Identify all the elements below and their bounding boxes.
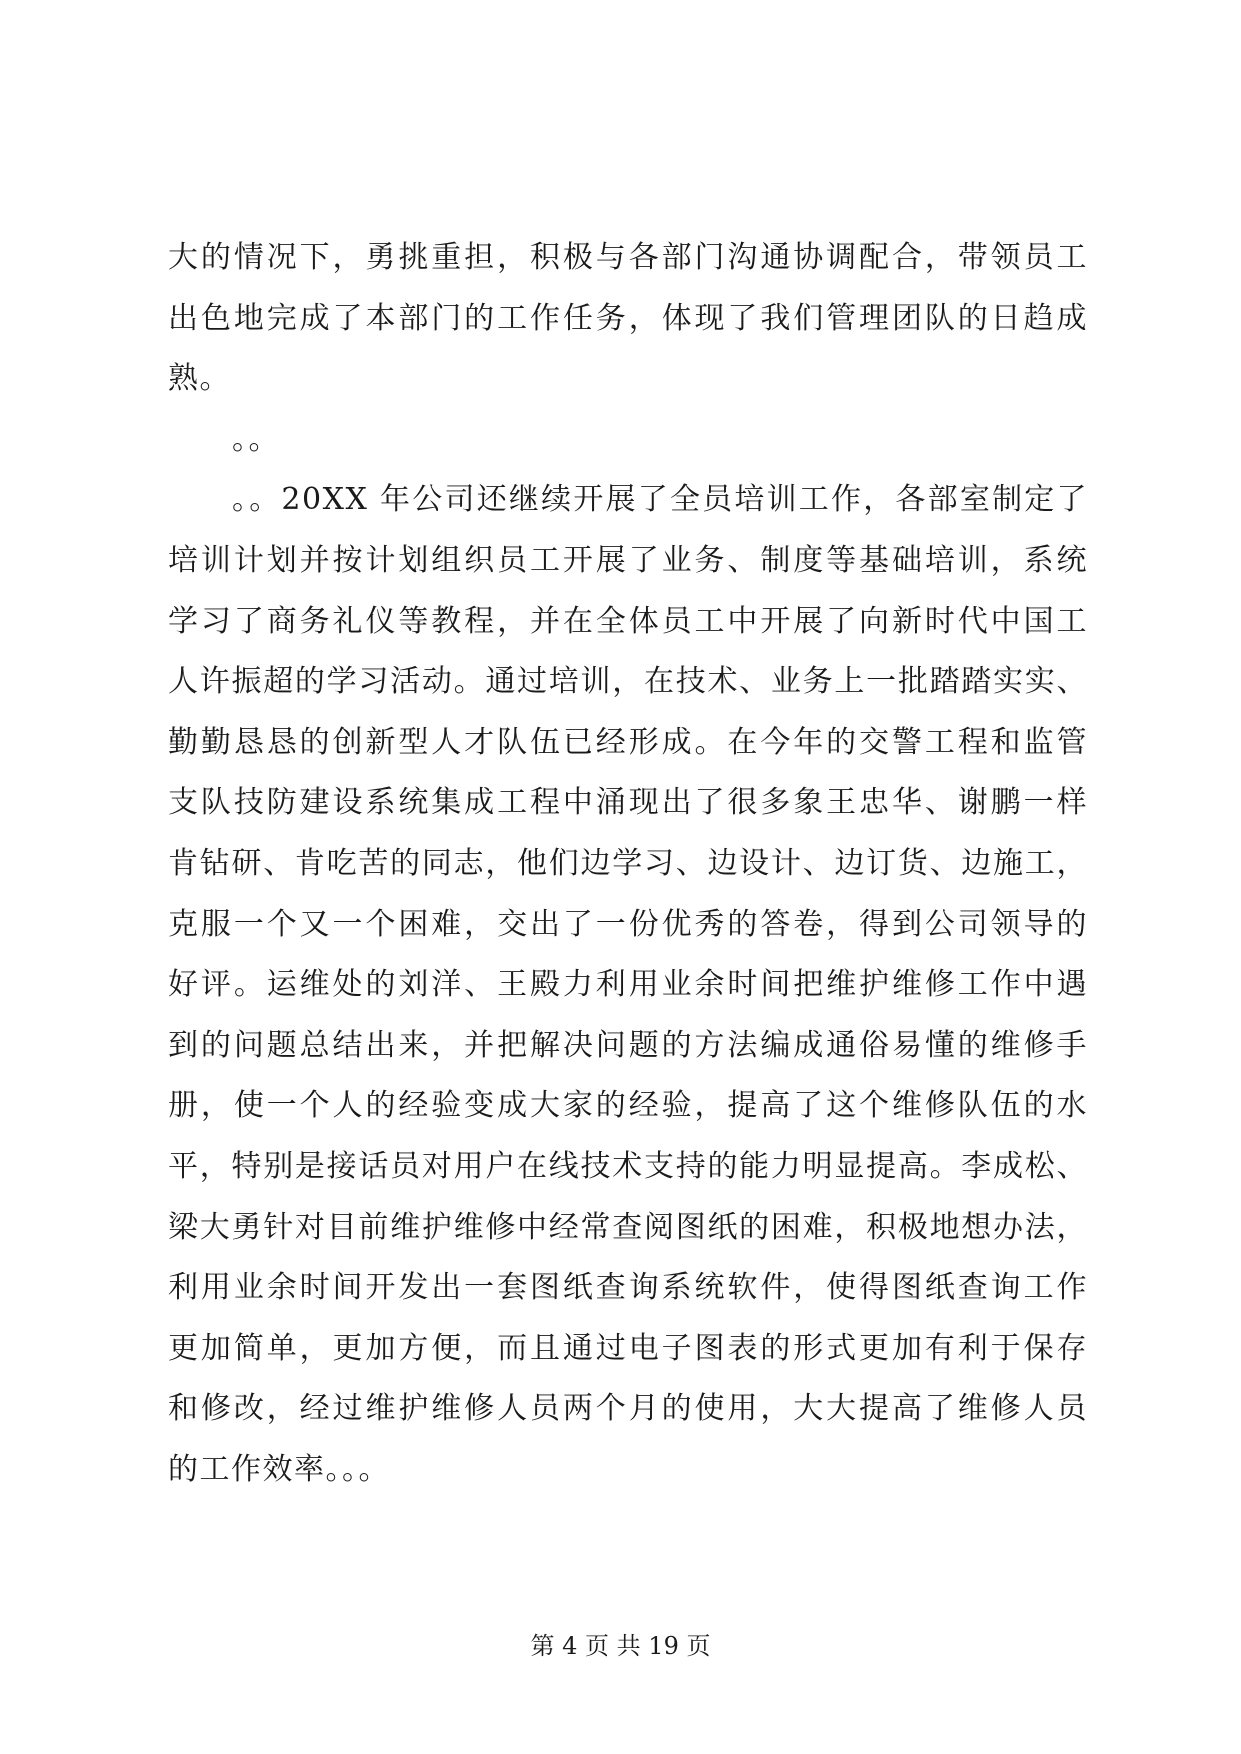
text-line: 的工作效率。。。: [168, 1451, 390, 1487]
text-line: 和修改，经过维护维修人员两个月的使用，大大提高了维修人员: [168, 1391, 1088, 1427]
page-footer: 第 4 页 共 19 页: [530, 1632, 711, 1660]
body-text: [168, 228, 1088, 1500]
text-line: 支队技防建设系统集成工程中涌现出了很多象王忠华、谢鹏一样: [168, 785, 1088, 821]
text-line: 梁大勇针对目前维护维修中经常查阅图纸的困难，积极地想办法，: [168, 1209, 1088, 1245]
text-line: 培训计划并按计划组织员工开展了业务、制度等基础培训，系统: [168, 542, 1088, 578]
text-line: 熟。: [168, 361, 231, 397]
text-line: 肯钻研、肯吃苦的同志，他们边学习、边设计、边订货、边施工，: [168, 845, 1088, 881]
text-line: 学习了商务礼仪等教程，并在全体员工中开展了向新时代中国工: [168, 603, 1088, 639]
text-line: 大的情况下，勇挑重担，积极与各部门沟通协调配合，带领员工: [168, 240, 1088, 275]
text-line: 更加简单，更加方便，而且通过电子图表的形式更加有利于保存: [168, 1330, 1088, 1366]
text-line: 平，特别是接话员对用户在线技术支持的能力明显提高。李成松、: [168, 1148, 1088, 1184]
text-line: 。。: [232, 421, 280, 457]
text-line: 出色地完成了本部门的工作任务，体现了我们管理团队的日趋成: [168, 300, 1088, 336]
text-line: 克服一个又一个困难，交出了一份优秀的答卷，得到公司领导的: [168, 906, 1088, 942]
text-line: 。。20XX 年公司还继续开展了全员培训工作，各部室制定了: [232, 482, 1088, 518]
text-line: 到的问题总结出来，并把解决问题的方法编成通俗易懂的维修手: [168, 1027, 1088, 1063]
text-line: 人许振超的学习活动。通过培训，在技术、业务上一批踏踏实实、: [168, 664, 1088, 700]
text-line: 好评。运维处的刘洋、王殿力利用业余时间把维护维修工作中遇: [168, 967, 1088, 1003]
text-line: 册，使一个人的经验变成大家的经验，提高了这个维修队伍的水: [168, 1088, 1088, 1124]
text-line: 勤勤恳恳的创新型人才队伍已经形成。在今年的交警工程和监管: [168, 724, 1088, 760]
text-line: 利用业余时间开发出一套图纸查询系统软件，使得图纸查询工作: [168, 1270, 1088, 1306]
